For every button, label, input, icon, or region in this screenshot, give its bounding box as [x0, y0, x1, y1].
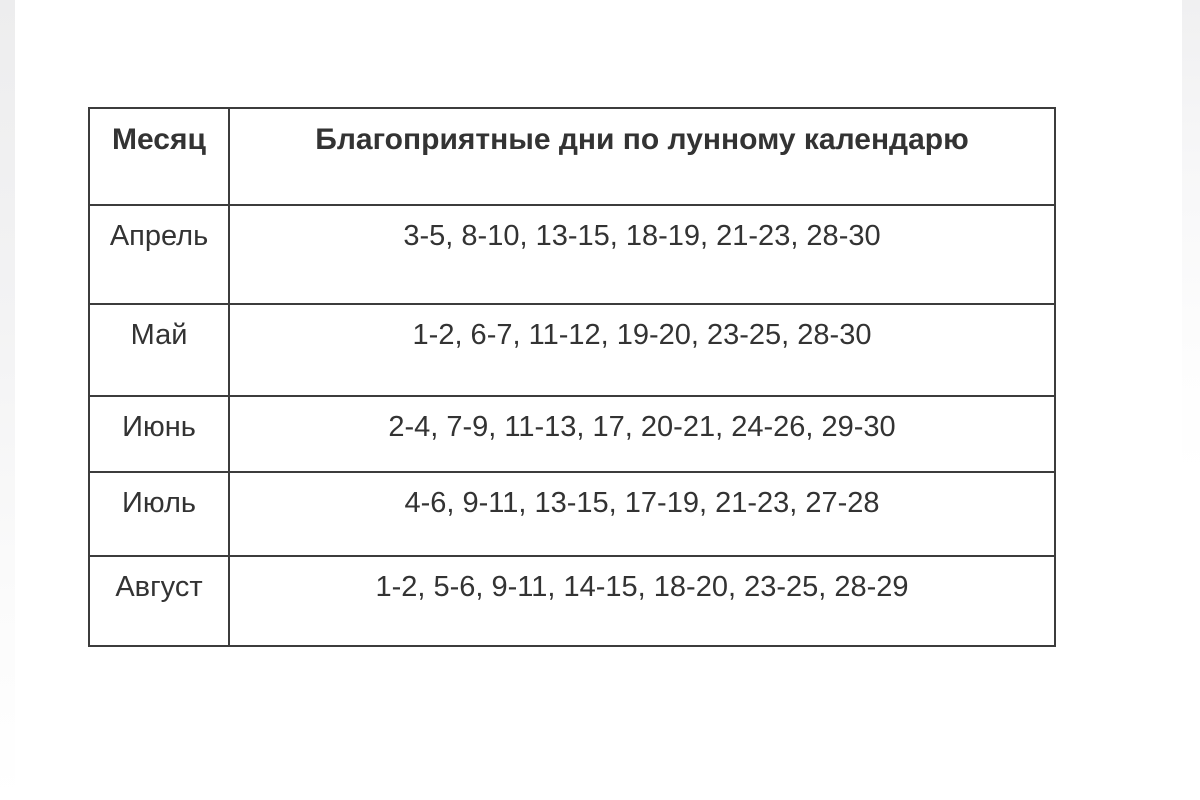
table-row — [89, 472, 1055, 556]
favorable-days-cell: 1-2, 6-7, 11-12, 19-20, 23-25, 28-30 — [229, 304, 1055, 396]
favorable-days-cell: 3-5, 8-10, 13-15, 18-19, 21-23, 28-30 — [229, 205, 1055, 304]
month-cell: Август — [89, 556, 229, 646]
month-cell: Апрель — [89, 205, 229, 304]
left-edge-strip — [0, 0, 15, 800]
table-row — [89, 304, 1055, 396]
table-row — [89, 556, 1055, 646]
header-row — [89, 108, 1055, 205]
favorable-days-cell: 4-6, 9-11, 13-15, 17-19, 21-23, 27-28 — [229, 472, 1055, 556]
month-cell: Июль — [89, 472, 229, 556]
table-row — [89, 205, 1055, 304]
month-cell: Май — [89, 304, 229, 396]
favorable-days-cell: 1-2, 5-6, 9-11, 14-15, 18-20, 23-25, 28-29 — [229, 556, 1055, 646]
column-header-month: Месяц — [89, 108, 229, 205]
lunar-calendar-table — [88, 107, 1056, 647]
right-edge-strip — [1182, 0, 1200, 800]
column-header-favorable-days: Благоприятные дни по лунному календарю — [229, 108, 1055, 205]
table-row — [89, 396, 1055, 472]
month-cell: Июнь — [89, 396, 229, 472]
favorable-days-cell: 2-4, 7-9, 11-13, 17, 20-21, 24-26, 29-30 — [229, 396, 1055, 472]
